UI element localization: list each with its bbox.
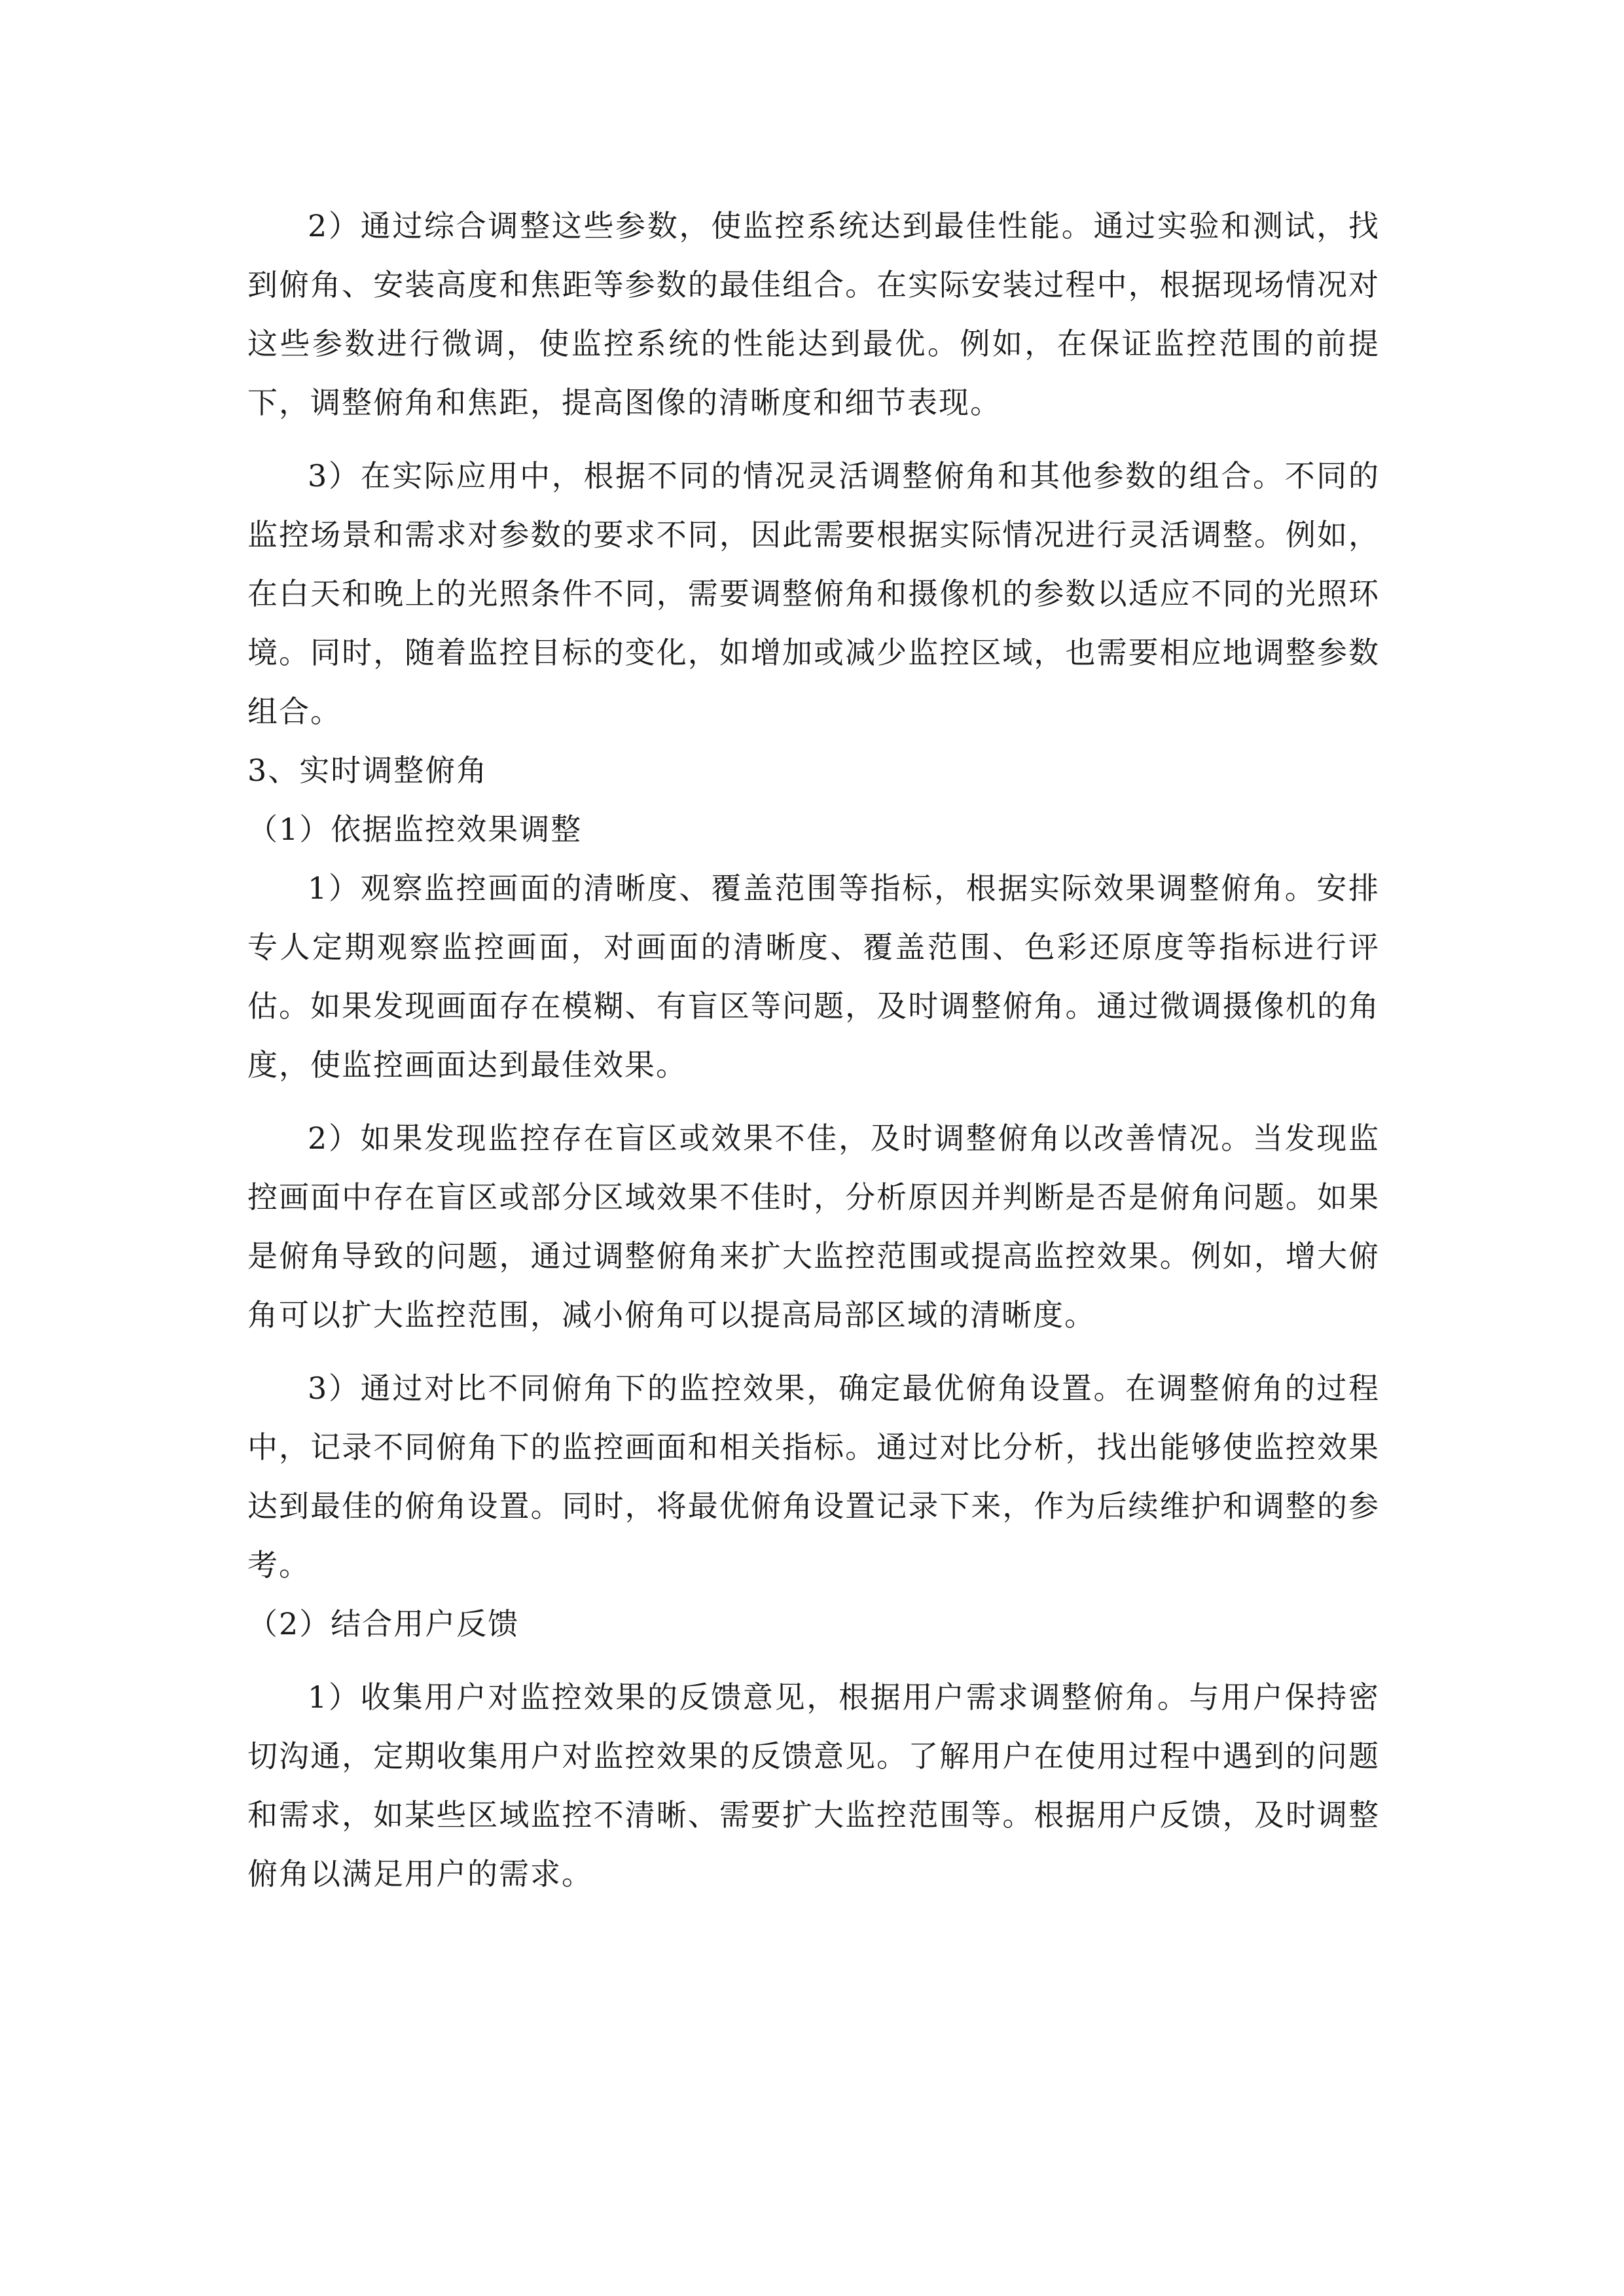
subsection-heading-user-feedback: （2）结合用户反馈 [247, 1606, 520, 1641]
paragraph-item-1-observe-screen: 1）观察监控画面的清晰度、覆盖范围等指标，根据实际效果调整俯角。安排专人定期观察监控画面，对画面的清晰度、覆盖范围、色彩还原度等指标进行评估。如果发现画面存在模糊、有盲区等问题，及时调整俯角。通过微调摄像机的角度，使监控画面达到最佳效果。 [247, 870, 1380, 1083]
subsection-heading-monitoring-effect: （1）依据监控效果调整 [247, 812, 583, 847]
document-page [247, 196, 1380, 1903]
paragraph-item-1-collect-feedback: 1）收集用户对监控效果的反馈意见，根据用户需求调整俯角。与用户保持密切沟通，定期收集用户对监控效果的反馈意见。了解用户在使用过程中遇到的问题和需求，如某些区域监控不清晰、需要扩大监控范围等。根据用户反馈，及时调整俯角以满足用户的需求。 [247, 1679, 1380, 1892]
section-heading-realtime-adjust: 3、实时调整俯角 [247, 753, 488, 788]
paragraph-item-2-blind-spots: 2）如果发现监控存在盲区或效果不佳，及时调整俯角以改善情况。当发现监控画面中存在盲区或部分区域效果不佳时，分析原因并判断是否是俯角问题。如果是俯角导致的问题，通过调整俯角来扩大监控范围或提高监控效果。例如，增大俯角可以扩大监控范围，减小俯角可以提高局部区域的清晰度。 [247, 1121, 1380, 1333]
paragraph-item-2-optimal-combination: 2）通过综合调整这些参数，使监控系统达到最佳性能。通过实验和测试，找到俯角、安装高度和焦距等参数的最佳组合。在实际安装过程中，根据现场情况对这些参数进行微调，使监控系统的性能达到最优。例如，在保证监控范围的前提下，调整俯角和焦距，提高图像的清晰度和细节表现。 [247, 208, 1380, 420]
paragraph-item-3-compare-angles: 3）通过对比不同俯角下的监控效果，确定最优俯角设置。在调整俯角的过程中，记录不同俯角下的监控画面和相关指标。通过对比分析，找出能够使监控效果达到最佳的俯角设置。同时，将最优俯角设置记录下来，作为后续维护和调整的参考。 [247, 1371, 1380, 1583]
paragraph-item-3-flexible-adjustment: 3）在实际应用中，根据不同的情况灵活调整俯角和其他参数的组合。不同的监控场景和需求对参数的要求不同，因此需要根据实际情况进行灵活调整。例如，在白天和晚上的光照条件不同，需要调整俯角和摄像机的参数以适应不同的光照环境。同时，随着监控目标的变化，如增加或减少监控区域，也需要相应地调整参数组合。 [247, 458, 1380, 729]
